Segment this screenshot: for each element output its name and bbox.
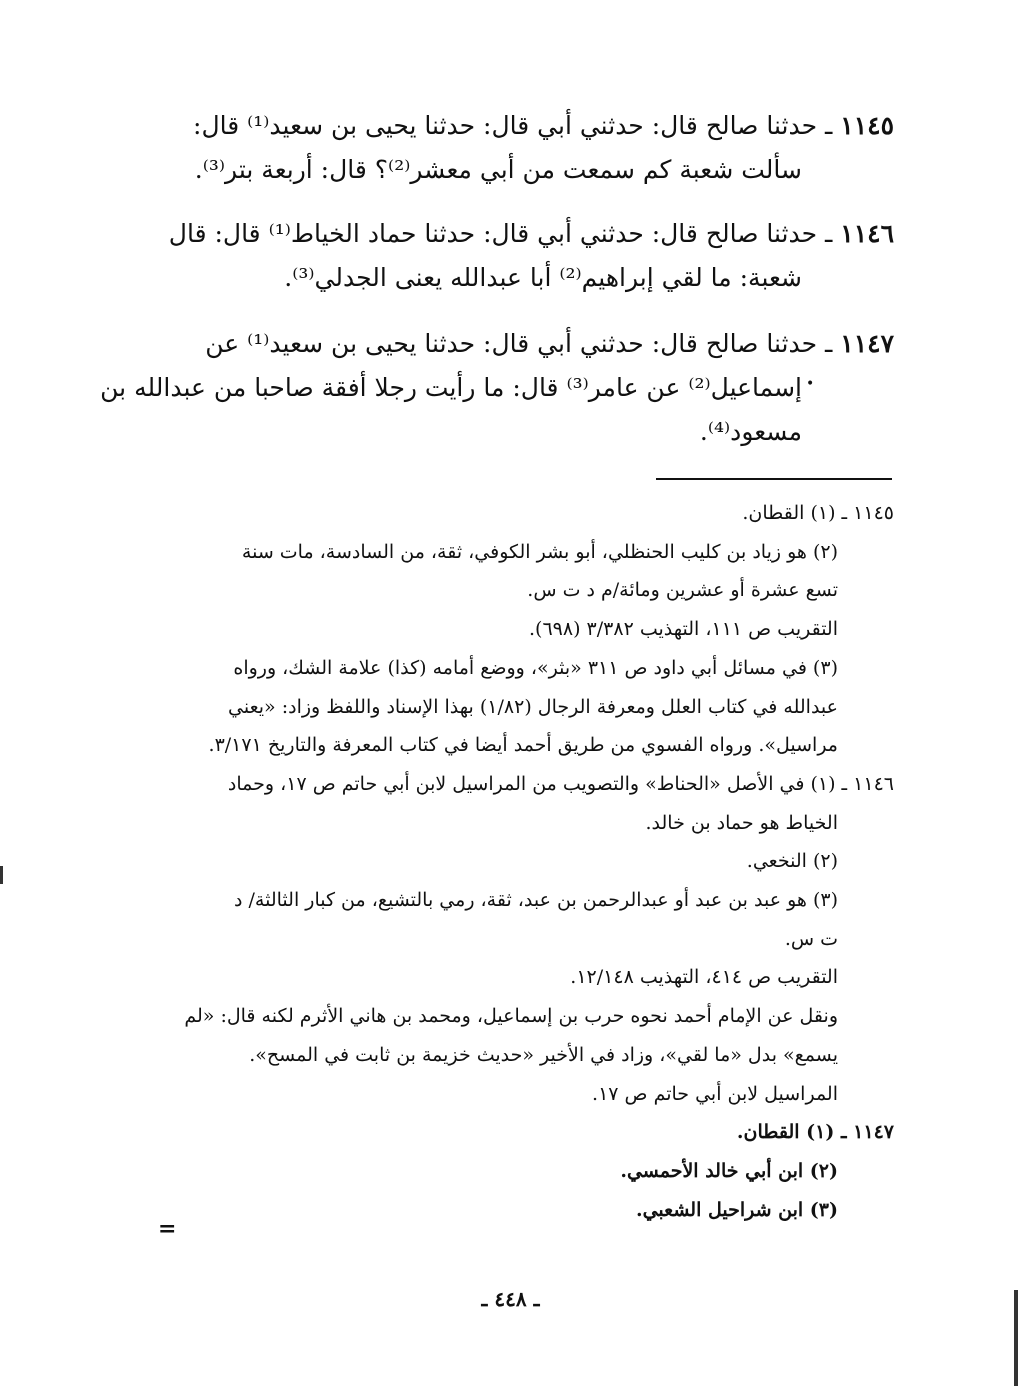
page-number: ـ ٤٤٨ ـ [481, 1287, 540, 1311]
continuation-mark: = [158, 1216, 177, 1242]
stray-dot: • [806, 376, 815, 392]
footnote-line: تسع عشرة أو عشرين ومائة/م د ت س. [527, 579, 838, 602]
footnote-line: الخياط هو حماد بن خالد. [645, 811, 838, 834]
footnote-line: ت س. [784, 927, 838, 950]
entry-1145 [182, 104, 894, 192]
footnote-line: عبدالله في كتاب العلل ومعرفة الرجال (١/٨٢) بهذا الإسناد واللفظ وزاد: «يعني [228, 695, 838, 718]
entry-line: ١١٤٦ ـ حدثنا صالح قال: حدثني أبي قال: حدثنا حماد الخياط⁽¹⁾ قال: قال [168, 219, 894, 248]
footnote-line: يسمع» بدل «ما لقي»، وزاد في الأخير «حديث خزيمة بن ثابت في المسح». [249, 1043, 838, 1066]
footnote-line: المراسيل لابن أبي حاتم ص ١٧. [592, 1082, 838, 1105]
footnote-line: (٣) في مسائل أبي داود ص ٣١١ «بثر»، ووضع أمامه (كذا) علامة الشك، ورواه [233, 656, 838, 679]
entry-text: حدثنا صالح قال: حدثني أبي قال: حدثنا يحيى بن سعيد⁽¹⁾ قال: [193, 111, 818, 140]
entry-text: حدثنا صالح قال: حدثني أبي قال: حدثنا يحيى بن سعيد⁽¹⁾ عن [205, 329, 818, 358]
footnote-line: (٢) ابن أبي خالد الأحمسي. [620, 1159, 838, 1182]
entry-line: ١١٤٥ ـ حدثنا صالح قال: حدثني أبي قال: حدثنا يحيى بن سعيد⁽¹⁾ قال: [193, 111, 894, 140]
footnote-separator [656, 478, 892, 480]
entry-1146 [168, 212, 894, 300]
entry-1147 [100, 322, 894, 454]
footnote-line: (٣) هو عبد بن عبد أو عبدالرحمن بن عبد، ثقة، رمي بالتشيع، من كبار الثالثة/ د [234, 889, 838, 912]
entry-line: مسعود⁽⁴⁾. [699, 417, 802, 446]
entry-number: ١١٤٦ [840, 219, 894, 248]
footnote-line: (٢) هو زياد بن كليب الحنظلي، أبو بشر الكوفي، ثقة، من السادسة، مات سنة [241, 540, 838, 563]
scan-edge-mark-left [0, 866, 3, 884]
entry-line: إسماعيل⁽²⁾ عن عامر⁽³⁾ قال: ما رأيت رجلا أفقة صاحبا من عبدالله بن [100, 373, 802, 402]
footnote-line: (٢) النخعي. [746, 850, 838, 873]
entry-line: سألت شعبة كم سمعت من أبي معشر⁽²⁾؟ قال: أربعة بتر⁽³⁾. [194, 155, 802, 184]
footnote-line: ونقل عن الإمام أحمد نحوه حرب بن إسماعيل، ومحمد بن هاني الأثرم لكنه قال: «لم [184, 1005, 838, 1028]
scan-edge-mark [1014, 1290, 1018, 1386]
entry-line: ١١٤٧ ـ حدثنا صالح قال: حدثني أبي قال: حدثنا يحيى بن سعيد⁽¹⁾ عن [205, 329, 894, 358]
footnote-line: ١١٤٥ ـ (١) القطان. [742, 502, 894, 524]
entry-number: ١١٤٧ [840, 329, 894, 358]
entry-line: شعبة: ما لقي إبراهيم⁽²⁾ أبا عبدالله يعنى الجدلي⁽³⁾. [284, 263, 802, 292]
footnotes-section [182, 494, 894, 1229]
footnote-line: ١١٤٧ ـ (١) القطان. [736, 1121, 894, 1144]
footnote-line: (٣) ابن شراحيل الشعبي. [635, 1198, 838, 1221]
footnote-line: مراسيل». ورواه الفسوي من طريق أحمد أيضا في كتاب المعرفة والتاريخ ٣/١٧١. [208, 734, 838, 757]
footnote-line: التقريب ص ٤١٤، التهذيب ١٢/١٤٨. [570, 966, 838, 989]
entry-number: ١١٤٥ [840, 111, 894, 140]
entry-text: حدثنا صالح قال: حدثني أبي قال: حدثنا حماد الخياط⁽¹⁾ قال: قال [168, 219, 818, 248]
footnote-line: التقريب ص ١١١، التهذيب ٣/٣٨٢ (٦٩٨). [529, 618, 838, 641]
footnote-line: ١١٤٦ ـ (١) في الأصل «الحناط» والتصويب من المراسيل لابن أبي حاتم ص ١٧، وحماد [227, 772, 894, 795]
